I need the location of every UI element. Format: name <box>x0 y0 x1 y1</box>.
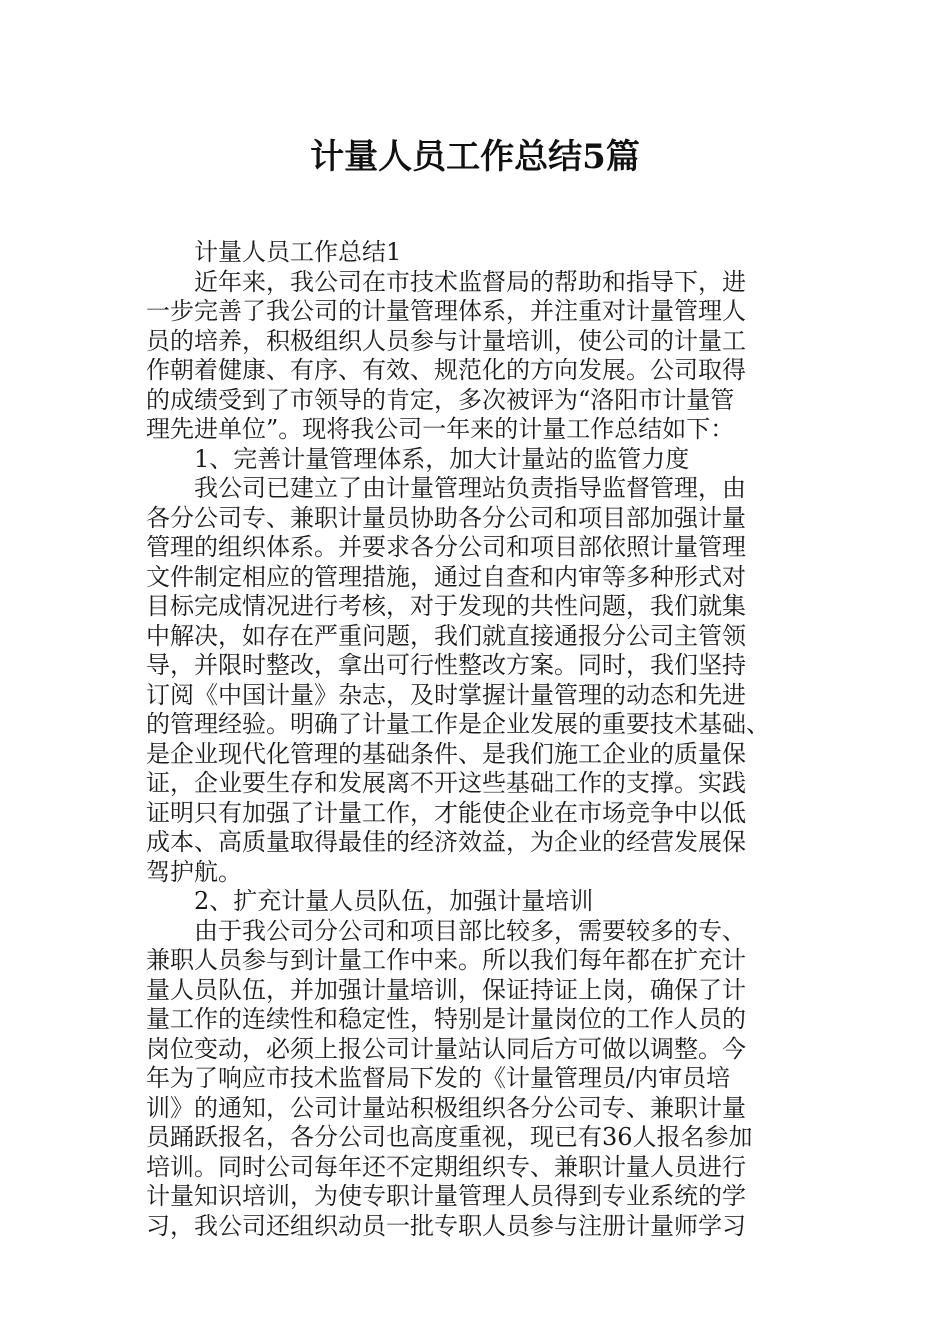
text-line: 1、完善计量管理体系，加大计量站的监管力度 <box>194 444 690 473</box>
document-title: 计量人员工作总结5篇 <box>310 137 640 177</box>
text-line: 目标完成情况进行考核，对于发现的共性问题，我们就集 <box>146 592 746 620</box>
text-line: 导，并限时整改，拿出可行性整改方案。同时，我们坚持 <box>146 651 746 679</box>
text-line: 是企业现代化管理的基础条件、是我们施工企业的质量保 <box>146 739 746 768</box>
text-line: 文件制定相应的管理措施，通过自查和内审等多种形式对 <box>146 562 746 591</box>
text-line: 量工作的连续性和稳定性，特别是计量岗位的工作人员的 <box>146 1005 746 1033</box>
text-line: 理先进单位”。现将我公司一年来的计量工作总结如下： <box>146 415 735 443</box>
document-body <box>146 238 796 1241</box>
text-line: 年为了响应市技术监督局下发的《计量管理员/内审员培 <box>146 1064 731 1092</box>
text-line: 计量知识培训，为使专职计量管理人员得到专业系统的学 <box>146 1182 746 1210</box>
text-line: 培训。同时公司每年还不定期组织专、兼职计量人员进行 <box>146 1152 746 1181</box>
text-line: 各分公司专、兼职计量员协助各分公司和项目部加强计量 <box>146 503 746 532</box>
text-line: 近年来，我公司在市技术监督局的帮助和指导下，进 <box>194 267 746 296</box>
text-line: 成本、高质量取得最佳的经济效益，为企业的经营发展保 <box>146 828 746 856</box>
text-line: 由于我公司分公司和项目部比较多，需要较多的专、 <box>194 916 746 945</box>
text-line: 驾护航。 <box>146 857 242 886</box>
text-line: 的成绩受到了市领导的肯定，多次被评为“洛阳市计量管 <box>146 385 735 414</box>
text-line: 中解决，如存在严重问题，我们就直接通报分公司主管领 <box>146 621 746 650</box>
text-line: 员踊跃报名，各分公司也高度重视，现已有36人报名参加 <box>146 1123 753 1151</box>
text-line: 计量人员工作总结1 <box>194 238 402 266</box>
text-line: 证，企业要生存和发展离不开这些基础工作的支撑。实践 <box>146 769 746 797</box>
text-line: 一步完善了我公司的计量管理体系，并注重对计量管理人 <box>146 297 746 325</box>
text-line: 证明只有加强了计量工作，才能使企业在市场竞争中以低 <box>146 798 746 827</box>
text-line: 岗位变动，必须上报公司计量站认同后方可做以调整。今 <box>146 1034 746 1063</box>
text-line: 作朝着健康、有序、有效、规范化的方向发展。公司取得 <box>146 356 746 384</box>
text-line: 习，我公司还组织动员一批专职人员参与注册计量师学习 <box>146 1211 746 1240</box>
text-line: 2、扩充计量人员队伍，加强计量培训 <box>194 887 594 915</box>
text-line: 订阅《中国计量》杂志，及时掌握计量管理的动态和先进 <box>146 680 746 709</box>
text-line: 兼职人员参与到计量工作中来。所以我们每年都在扩充计 <box>146 946 746 974</box>
text-line: 量人员队伍，并加强计量培训，保证持证上岗，确保了计 <box>146 975 746 1004</box>
text-line: 训》的通知，公司计量站积极组织各分公司专、兼职计量 <box>146 1093 746 1122</box>
text-line: 的管理经验。明确了计量工作是企业发展的重要技术基础、 <box>146 710 770 738</box>
text-line: 管理的组织体系。并要求各分公司和项目部依照计量管理 <box>146 533 746 561</box>
text-line: 我公司已建立了由计量管理站负责指导监督管理，由 <box>194 474 746 502</box>
text-line: 员的培养，积极组织人员参与计量培训，使公司的计量工 <box>146 326 746 355</box>
